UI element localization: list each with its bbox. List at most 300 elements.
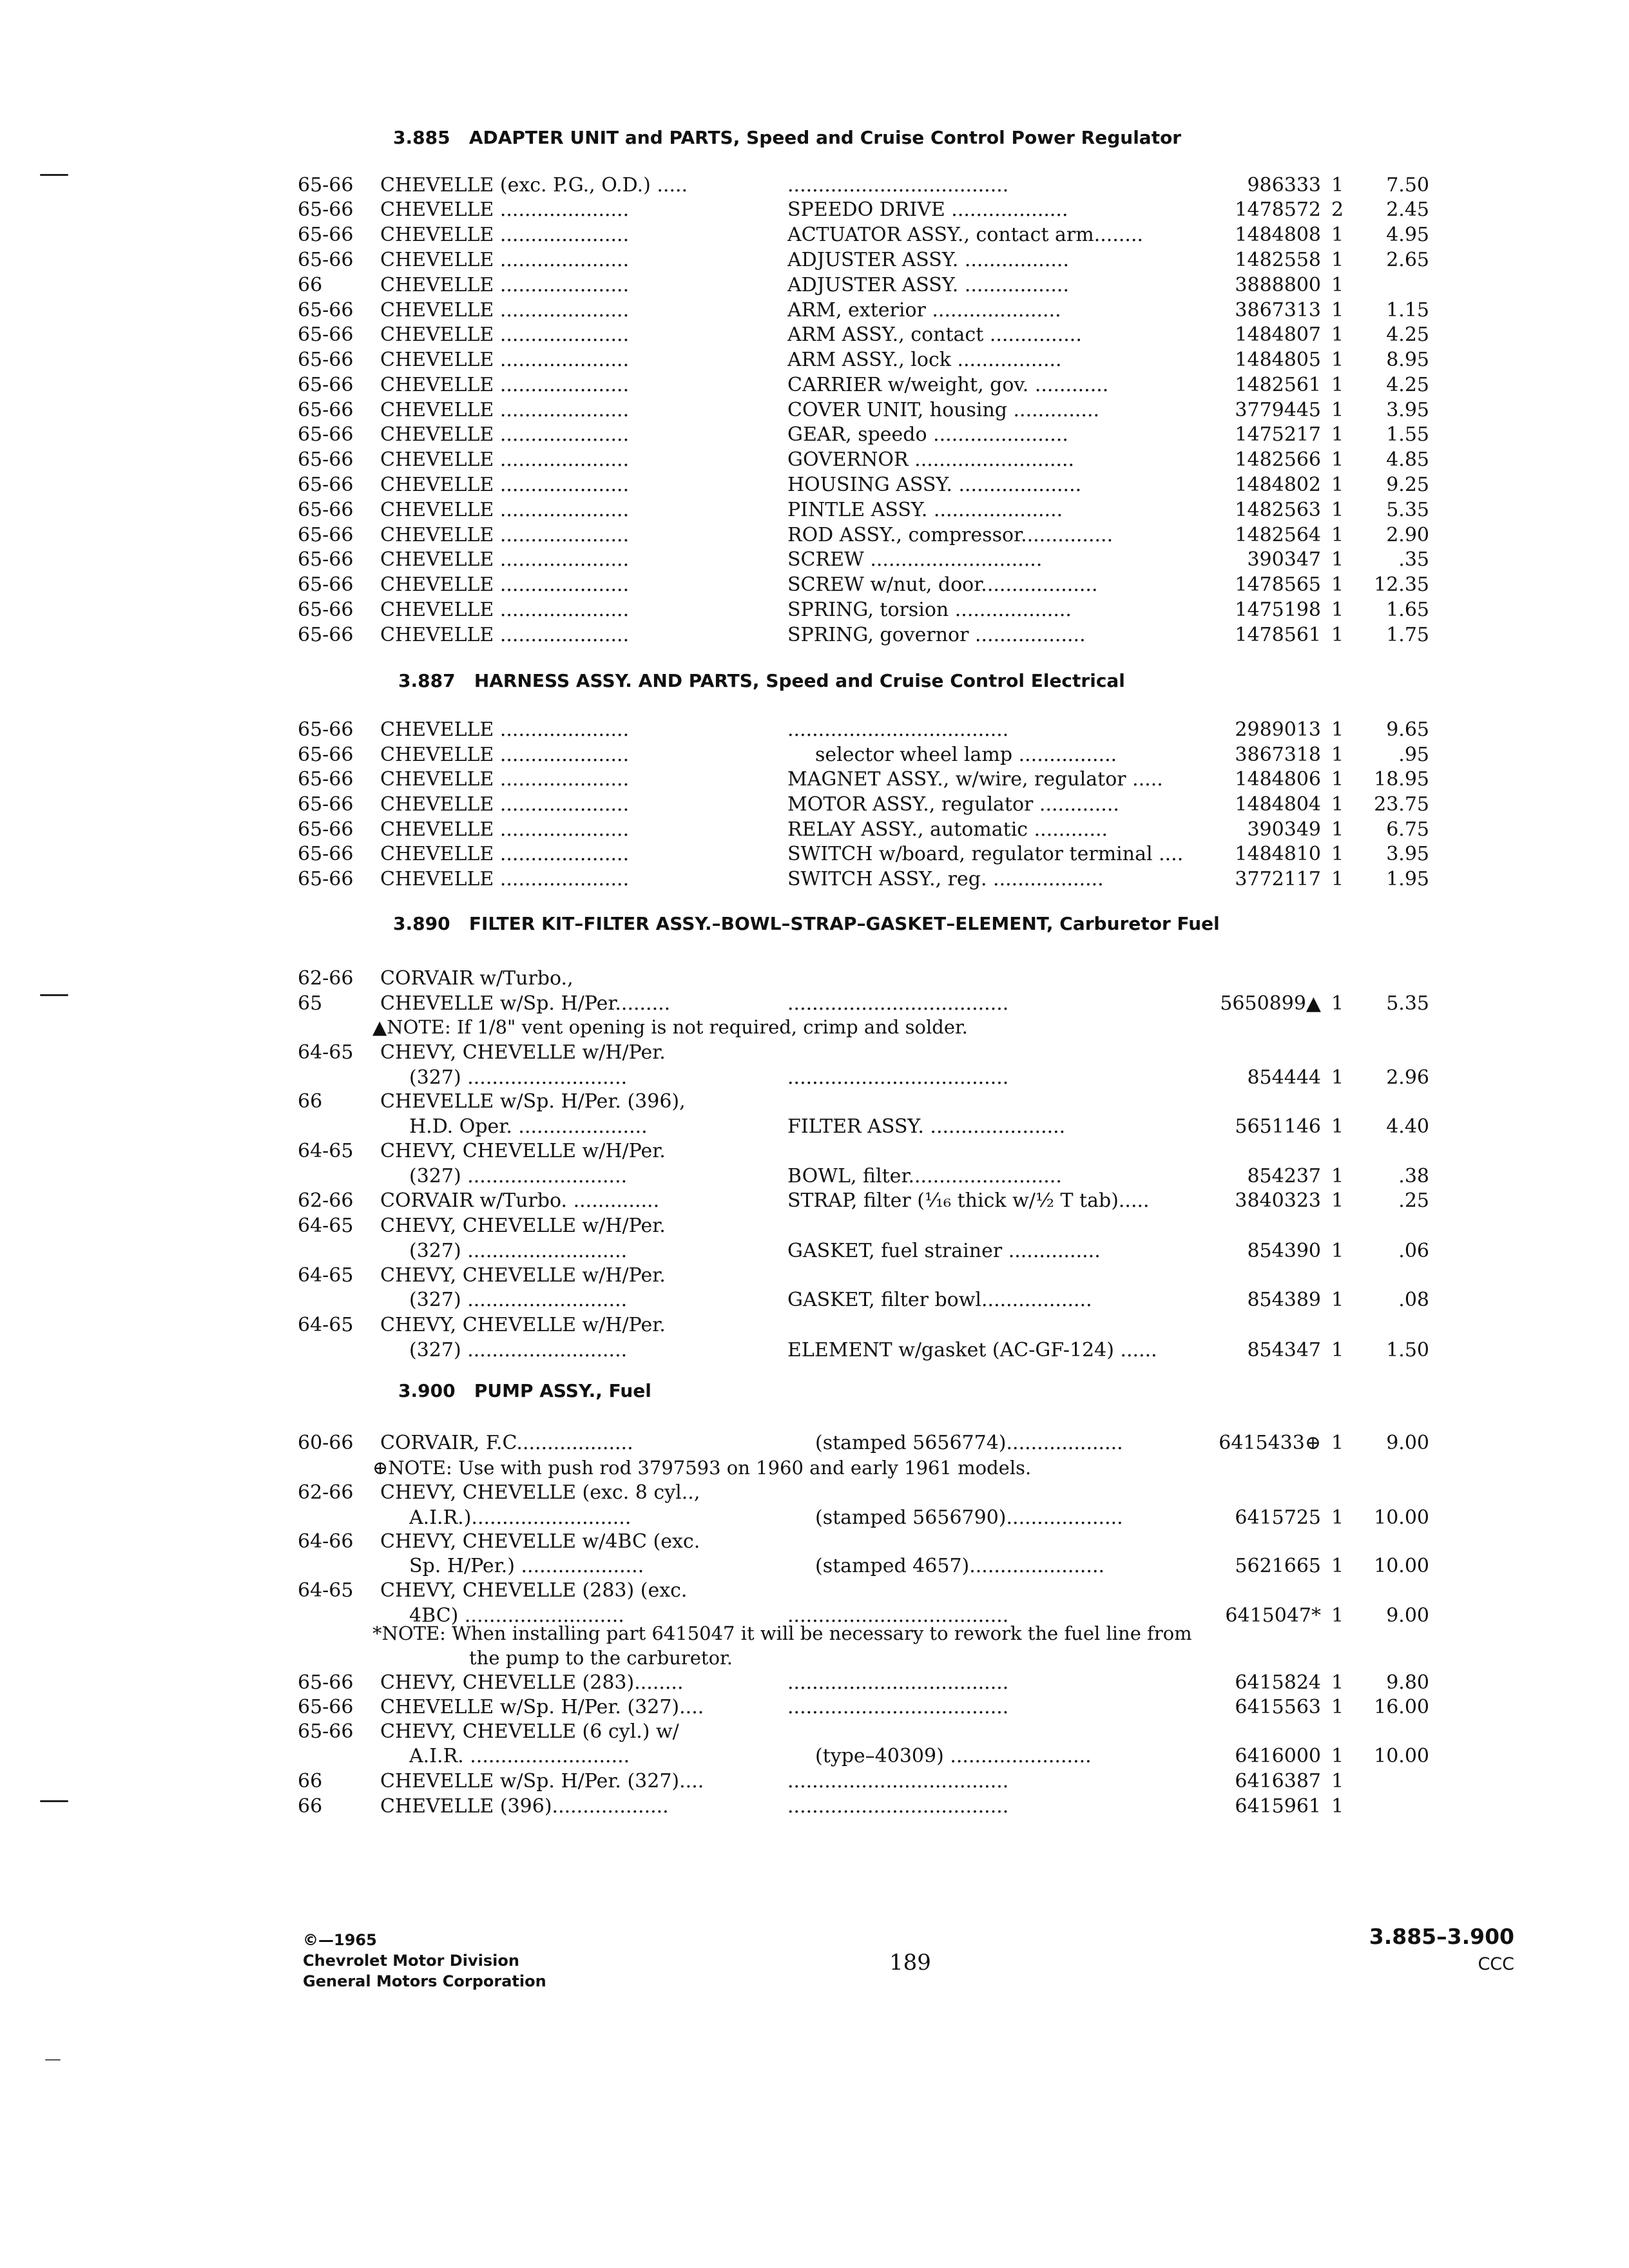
part-number-cell: 3867318 — [1235, 744, 1321, 766]
year-cell: 65-66 — [298, 1696, 354, 1718]
price-cell: 3.95 — [1386, 399, 1429, 421]
year-cell: 65-66 — [298, 299, 354, 322]
quantity-cell: 1 — [1331, 474, 1344, 496]
model-cell: CORVAIR w/Turbo. .............. — [380, 1189, 660, 1212]
table-row — [0, 249, 1629, 273]
model-cell: CHEVELLE ..................... — [380, 548, 630, 571]
quantity-cell: 1 — [1331, 1671, 1344, 1694]
table-row — [0, 299, 1629, 323]
price-cell: 16.00 — [1374, 1696, 1429, 1718]
price-cell: 9.00 — [1386, 1604, 1429, 1627]
model-cell: 4BC) .......................... — [409, 1604, 624, 1627]
note-push-rod: ⊕NOTE: Use with push rod 3797593 on 1960 and early 1961 models. — [372, 1457, 1032, 1479]
year-cell: 60-66 — [298, 1432, 354, 1454]
price-cell: 4.25 — [1386, 323, 1429, 346]
description-cell: ARM ASSY., contact ............... — [787, 323, 1082, 346]
quantity-cell: 2 — [1331, 198, 1344, 221]
price-cell: 23.75 — [1374, 793, 1429, 816]
year-cell: 65-66 — [298, 499, 354, 521]
description-cell: FILTER ASSY. ...................... — [787, 1115, 1066, 1138]
price-cell: .35 — [1398, 548, 1429, 571]
year-cell: 65-66 — [298, 249, 354, 271]
description-cell: SWITCH w/board, regulator terminal .... — [787, 843, 1184, 865]
description-cell: SCREW ............................ — [787, 548, 1043, 571]
section-subtitle: Speed and Cruise Control Electrical — [766, 670, 1125, 691]
price-cell: 9.80 — [1386, 1671, 1429, 1694]
quantity-cell: 1 — [1331, 624, 1344, 646]
part-number-cell: 6415824 — [1235, 1671, 1321, 1694]
model-cell: CHEVELLE ..................... — [380, 198, 630, 221]
table-row — [0, 499, 1629, 523]
year-cell: 65-66 — [298, 224, 354, 246]
table-row — [0, 1189, 1629, 1214]
footer-section-ref — [1321, 1924, 1514, 1974]
description-cell: PINTLE ASSY. ..................... — [787, 499, 1063, 521]
description-cell: BOWL, filter......................... — [787, 1165, 1062, 1187]
section-number: 3.900 — [398, 1380, 456, 1401]
part-number-cell: 5651146 — [1235, 1115, 1321, 1138]
quantity-cell: 1 — [1331, 1795, 1344, 1818]
price-cell: .08 — [1398, 1289, 1429, 1311]
model-cell: CHEVELLE ..................... — [380, 224, 630, 246]
margin-mark-bottom — [45, 2059, 61, 2061]
price-cell: 1.55 — [1386, 423, 1429, 446]
quantity-cell: 1 — [1331, 399, 1344, 421]
year-cell: 65-66 — [298, 868, 354, 890]
part-number-cell: 854444 — [1247, 1066, 1321, 1089]
quantity-cell: 1 — [1331, 1289, 1344, 1311]
part-number-cell: 1484804 — [1235, 793, 1321, 816]
table-row — [0, 793, 1629, 818]
description-cell: ACTUATOR ASSY., contact arm........ — [787, 224, 1144, 246]
section-range: 3.885–3.900 — [1369, 1924, 1514, 1949]
model-cell: A.I.R.).......................... — [409, 1506, 631, 1529]
section-title — [393, 913, 1617, 934]
model-cell: CHEVELLE ..................... — [380, 474, 630, 496]
description-cell: GOVERNOR .......................... — [787, 448, 1075, 471]
year-cell: 65-66 — [298, 374, 354, 396]
year-cell: 65-66 — [298, 349, 354, 371]
year-cell: 62-66 — [298, 967, 354, 990]
quantity-cell: 1 — [1331, 1432, 1344, 1454]
section-name: ADAPTER UNIT and PARTS, — [468, 127, 740, 148]
price-cell: .38 — [1398, 1165, 1429, 1187]
quantity-cell: 1 — [1331, 299, 1344, 322]
year-cell: 65-66 — [298, 548, 354, 571]
description-cell: .................................... — [787, 1696, 1009, 1718]
part-number-cell: 3772117 — [1235, 868, 1321, 890]
model-cell: CHEVELLE ..................... — [380, 599, 630, 621]
year-cell: 66 — [298, 274, 323, 296]
quantity-cell: 1 — [1331, 499, 1344, 521]
quantity-cell: 1 — [1331, 524, 1344, 546]
table-row — [0, 1481, 1629, 1506]
table-row — [0, 1530, 1629, 1555]
quantity-cell: 1 — [1331, 992, 1344, 1015]
price-cell: 3.95 — [1386, 843, 1429, 865]
description-cell: SCREW w/nut, door................... — [787, 573, 1098, 596]
part-number-cell: 854237 — [1247, 1165, 1321, 1187]
table-row — [0, 448, 1629, 473]
description-cell: SPRING, governor .................. — [787, 624, 1086, 646]
part-number-cell: 1484808 — [1235, 224, 1321, 246]
description-cell: .................................... — [787, 1604, 1009, 1627]
table-row — [0, 1795, 1629, 1820]
part-number-cell: 6415961 — [1235, 1795, 1321, 1818]
description-cell: ROD ASSY., compressor............... — [787, 524, 1113, 546]
description-cell: .................................... — [787, 1795, 1009, 1818]
year-cell: 65-66 — [298, 174, 354, 197]
table-row — [0, 992, 1629, 1017]
price-cell: 4.40 — [1386, 1115, 1429, 1138]
table-row — [0, 1041, 1629, 1066]
year-cell: 65-66 — [298, 818, 354, 841]
section-number: 3.885 — [393, 127, 450, 148]
year-cell: 62-66 — [298, 1189, 354, 1212]
price-cell: 12.35 — [1374, 573, 1429, 596]
year-cell: 65-66 — [298, 768, 354, 791]
part-number-cell: 1478565 — [1235, 573, 1321, 596]
part-number-cell: 2989013 — [1235, 718, 1321, 741]
price-cell: 4.25 — [1386, 374, 1429, 396]
table-row — [0, 1140, 1629, 1164]
year-cell: 64-65 — [298, 1579, 354, 1602]
model-cell: CHEVY, CHEVELLE w/H/Per. — [380, 1041, 666, 1064]
description-cell: .................................... — [787, 718, 1009, 741]
footer-publisher — [303, 1930, 546, 1992]
year-cell: 66 — [298, 1795, 323, 1818]
model-cell: CHEVELLE ..................... — [380, 499, 630, 521]
price-cell: 1.95 — [1386, 868, 1429, 890]
part-number-cell: 6415047* — [1225, 1604, 1321, 1627]
model-cell: CHEVELLE w/Sp. H/Per. (327).... — [380, 1770, 704, 1792]
quantity-cell: 1 — [1331, 423, 1344, 446]
price-cell: 4.95 — [1386, 224, 1429, 246]
table-row — [0, 768, 1629, 793]
model-cell: CHEVY, CHEVELLE (exc. 8 cyl.., — [380, 1481, 700, 1504]
price-cell: 9.00 — [1386, 1432, 1429, 1454]
part-number-cell: 390347 — [1247, 548, 1321, 571]
quantity-cell: 1 — [1331, 744, 1344, 766]
quantity-cell: 1 — [1331, 274, 1344, 296]
section-subtitle: Speed and Cruise Control Power Regulator — [746, 127, 1182, 148]
quantity-cell: 1 — [1331, 1506, 1344, 1529]
model-cell: CHEVELLE ..................... — [380, 843, 630, 865]
model-cell: Sp. H/Per.) .................... — [409, 1555, 644, 1577]
table-row — [0, 1314, 1629, 1338]
table-row — [0, 1579, 1629, 1604]
section-number: 3.890 — [393, 913, 450, 934]
description-cell: .................................... — [787, 174, 1009, 197]
copyright: ©—1965 — [303, 1931, 377, 1949]
note-vent-opening: ▲NOTE: If 1/8" vent opening is not required, crimp and solder. — [372, 1016, 968, 1038]
quantity-cell: 1 — [1331, 768, 1344, 791]
quantity-cell: 1 — [1331, 1115, 1344, 1138]
table-row — [0, 624, 1629, 648]
year-cell: 65-66 — [298, 599, 354, 621]
price-cell: 9.65 — [1386, 718, 1429, 741]
quantity-cell: 1 — [1331, 818, 1344, 841]
description-cell: COVER UNIT, housing .............. — [787, 399, 1100, 421]
description-cell: STRAP, filter (¹⁄₁₆ thick w/½ T tab)..... — [787, 1189, 1150, 1212]
year-cell: 65-66 — [298, 423, 354, 446]
part-number-cell: 854390 — [1247, 1240, 1321, 1262]
table-row — [0, 1720, 1629, 1745]
part-number-cell: 6415563 — [1235, 1696, 1321, 1718]
table-row — [0, 744, 1629, 768]
table-row — [0, 843, 1629, 867]
quantity-cell: 1 — [1331, 1770, 1344, 1792]
note-fuel-line-cont: the pump to the carburetor. — [469, 1647, 733, 1669]
year-cell: 62-66 — [298, 1481, 354, 1504]
model-cell: (327) .......................... — [409, 1289, 628, 1311]
model-cell: CHEVY, CHEVELLE w/4BC (exc. — [380, 1530, 700, 1553]
table-row — [0, 399, 1629, 423]
price-cell: 5.35 — [1386, 499, 1429, 521]
quantity-cell: 1 — [1331, 793, 1344, 816]
model-cell: CHEVELLE ..................... — [380, 624, 630, 646]
quantity-cell: 1 — [1331, 1604, 1344, 1627]
model-cell: CHEVELLE ..................... — [380, 374, 630, 396]
part-number-cell: 6415433⊕ — [1219, 1432, 1321, 1454]
description-cell: RELAY ASSY., automatic ............ — [787, 818, 1108, 841]
model-cell: CHEVY, CHEVELLE w/H/Per. — [380, 1140, 666, 1162]
description-cell: ELEMENT w/gasket (AC-GF-124) ...... — [787, 1339, 1157, 1361]
quantity-cell: 1 — [1331, 1555, 1344, 1577]
year-cell: 66 — [298, 1770, 323, 1792]
quantity-cell: 1 — [1331, 349, 1344, 371]
year-cell: 65-66 — [298, 573, 354, 596]
price-cell: .25 — [1398, 1189, 1429, 1212]
quantity-cell: 1 — [1331, 323, 1344, 346]
price-cell: 8.95 — [1386, 349, 1429, 371]
model-cell: CORVAIR w/Turbo., — [380, 967, 574, 990]
year-cell: 64-65 — [298, 1041, 354, 1064]
model-cell: CHEVELLE (396)................... — [380, 1795, 669, 1818]
part-number-cell: 1478572 — [1235, 198, 1321, 221]
model-cell: CHEVELLE w/Sp. H/Per......... — [380, 992, 671, 1015]
quantity-cell: 1 — [1331, 1339, 1344, 1361]
table-row — [0, 1506, 1629, 1531]
description-cell: selector wheel lamp ................ — [815, 744, 1117, 766]
quantity-cell: 1 — [1331, 599, 1344, 621]
description-cell: MAGNET ASSY., w/wire, regulator ..... — [787, 768, 1163, 791]
year-cell: 65-66 — [298, 474, 354, 496]
price-cell: 10.00 — [1374, 1506, 1429, 1529]
model-cell: CHEVELLE ..................... — [380, 768, 630, 791]
year-cell: 65-66 — [298, 524, 354, 546]
description-cell: SPEEDO DRIVE ................... — [787, 198, 1068, 221]
price-cell: .95 — [1398, 744, 1429, 766]
quantity-cell: 1 — [1331, 718, 1344, 741]
table-row — [0, 274, 1629, 298]
section-name: FILTER KIT–FILTER ASSY.–BOWL–STRAP–GASKET–ELEMENT, — [468, 913, 1054, 934]
quantity-cell: 1 — [1331, 174, 1344, 197]
description-cell: GEAR, speedo ...................... — [787, 423, 1068, 446]
model-cell: CHEVELLE ..................... — [380, 524, 630, 546]
model-cell: A.I.R. .......................... — [409, 1745, 630, 1767]
section-title — [398, 670, 1623, 691]
table-row — [0, 198, 1629, 223]
part-number-cell: 986333 — [1247, 174, 1321, 197]
quantity-cell: 1 — [1331, 1165, 1344, 1187]
description-cell: CARRIER w/weight, gov. ............ — [787, 374, 1109, 396]
model-cell: CHEVELLE w/Sp. H/Per. (327).... — [380, 1696, 704, 1718]
description-cell: ARM, exterior ..................... — [787, 299, 1061, 322]
year-cell: 65-66 — [298, 1671, 354, 1694]
part-number-cell: 3840323 — [1235, 1189, 1321, 1212]
model-cell: CHEVY, CHEVELLE (283) (exc. — [380, 1579, 688, 1602]
division: Chevrolet Motor Division — [303, 1952, 519, 1970]
price-cell: 9.25 — [1386, 474, 1429, 496]
part-number-cell: 1484805 — [1235, 349, 1321, 371]
price-cell: 2.96 — [1386, 1066, 1429, 1089]
description-cell: GASKET, fuel strainer ............... — [787, 1240, 1101, 1262]
section-title — [398, 1380, 1623, 1401]
year-cell: 66 — [298, 1090, 323, 1113]
quantity-cell: 1 — [1331, 249, 1344, 271]
price-cell: 1.75 — [1386, 624, 1429, 646]
table-row — [0, 967, 1629, 992]
model-cell: CHEVY, CHEVELLE (283)........ — [380, 1671, 684, 1694]
part-number-cell: 1482558 — [1235, 249, 1321, 271]
year-cell: 65-66 — [298, 793, 354, 816]
part-number-cell: 1482564 — [1235, 524, 1321, 546]
model-cell: CHEVELLE ..................... — [380, 249, 630, 271]
year-cell: 64-65 — [298, 1314, 354, 1336]
model-cell: CHEVELLE ..................... — [380, 423, 630, 446]
quantity-cell: 1 — [1331, 1189, 1344, 1212]
table-row — [0, 174, 1629, 198]
table-row — [0, 1696, 1629, 1720]
model-cell: (327) .......................... — [409, 1066, 628, 1089]
model-cell: (327) .......................... — [409, 1165, 628, 1187]
model-cell: CHEVELLE ..................... — [380, 349, 630, 371]
model-cell: CHEVELLE ..................... — [380, 793, 630, 816]
year-cell: 65-66 — [298, 198, 354, 221]
model-cell: CHEVELLE ..................... — [380, 299, 630, 322]
quantity-cell: 1 — [1331, 868, 1344, 890]
model-cell: CHEVY, CHEVELLE (6 cyl.) w/ — [380, 1720, 679, 1743]
part-number-cell: 6416387 — [1235, 1770, 1321, 1792]
table-row — [0, 1555, 1629, 1579]
model-cell: CHEVELLE ..................... — [380, 744, 630, 766]
section-subtitle: Fuel — [608, 1380, 651, 1401]
corporation: General Motors Corporation — [303, 1972, 546, 1990]
year-cell: 65-66 — [298, 1720, 354, 1743]
description-cell: (stamped 4657)...................... — [815, 1555, 1105, 1577]
quantity-cell: 1 — [1331, 448, 1344, 471]
year-cell: 65-66 — [298, 323, 354, 346]
table-row — [0, 1165, 1629, 1189]
model-cell: CHEVELLE ..................... — [380, 399, 630, 421]
table-row — [0, 818, 1629, 843]
table-row — [0, 1339, 1629, 1363]
part-number-cell: 1475217 — [1235, 423, 1321, 446]
quantity-cell: 1 — [1331, 374, 1344, 396]
description-cell: .................................... — [787, 992, 1009, 1015]
price-cell: 10.00 — [1374, 1555, 1429, 1577]
table-row — [0, 1215, 1629, 1239]
price-cell: 5.35 — [1386, 992, 1429, 1015]
section-number: 3.887 — [398, 670, 456, 691]
section-name: PUMP ASSY., — [474, 1380, 602, 1401]
part-number-cell: 854389 — [1247, 1289, 1321, 1311]
part-number-cell: 3888800 — [1235, 274, 1321, 296]
table-row — [0, 423, 1629, 448]
part-number-cell: 390349 — [1247, 818, 1321, 841]
part-number-cell: 3867313 — [1235, 299, 1321, 322]
price-cell: 10.00 — [1374, 1745, 1429, 1767]
description-cell: HOUSING ASSY. .................... — [787, 474, 1082, 496]
description-cell: .................................... — [787, 1066, 1009, 1089]
catalog-code: CCC — [1478, 1954, 1514, 1974]
table-row — [0, 548, 1629, 573]
description-cell: ADJUSTER ASSY. ................. — [787, 274, 1069, 296]
quantity-cell: 1 — [1331, 843, 1344, 865]
year-cell: 65-66 — [298, 624, 354, 646]
quantity-cell: 1 — [1331, 573, 1344, 596]
part-number-cell: 6416000 — [1235, 1745, 1321, 1767]
model-cell: CHEVELLE w/Sp. H/Per. (396), — [380, 1090, 686, 1113]
model-cell: CHEVY, CHEVELLE w/H/Per. — [380, 1314, 666, 1336]
table-row — [0, 1240, 1629, 1264]
table-row — [0, 524, 1629, 548]
description-cell: SPRING, torsion ................... — [787, 599, 1072, 621]
model-cell: CHEVELLE ..................... — [380, 448, 630, 471]
quantity-cell: 1 — [1331, 1240, 1344, 1262]
part-number-cell: 854347 — [1247, 1339, 1321, 1361]
model-cell: CHEVELLE ..................... — [380, 573, 630, 596]
table-row — [0, 1264, 1629, 1289]
model-cell: CHEVELLE ..................... — [380, 818, 630, 841]
part-number-cell: 1482561 — [1235, 374, 1321, 396]
model-cell: (327) .......................... — [409, 1339, 628, 1361]
year-cell: 65-66 — [298, 448, 354, 471]
page-number: 189 — [889, 1950, 931, 1975]
table-row — [0, 1115, 1629, 1140]
section-subtitle: Carburetor Fuel — [1059, 913, 1220, 934]
table-row — [0, 474, 1629, 498]
description-cell: .................................... — [787, 1671, 1009, 1694]
price-cell: 1.15 — [1386, 299, 1429, 322]
table-row — [0, 868, 1629, 892]
model-cell: CHEVELLE ..................... — [380, 323, 630, 346]
table-row — [0, 374, 1629, 398]
year-cell: 65-66 — [298, 399, 354, 421]
description-cell: (type–40309) ....................... — [815, 1745, 1092, 1767]
price-cell: 2.90 — [1386, 524, 1429, 546]
part-number-cell: 1478561 — [1235, 624, 1321, 646]
year-cell: 64-65 — [298, 1140, 354, 1162]
table-row — [0, 1432, 1629, 1456]
model-cell: CHEVELLE ..................... — [380, 274, 630, 296]
description-cell: GASKET, filter bowl.................. — [787, 1289, 1092, 1311]
year-cell: 65-66 — [298, 744, 354, 766]
section-title — [393, 127, 1617, 148]
year-cell: 64-65 — [298, 1215, 354, 1237]
description-cell: ADJUSTER ASSY. ................. — [787, 249, 1069, 271]
quantity-cell: 1 — [1331, 224, 1344, 246]
part-number-cell: 1484807 — [1235, 323, 1321, 346]
part-number-cell: 1484810 — [1235, 843, 1321, 865]
description-cell: SWITCH ASSY., reg. .................. — [787, 868, 1104, 890]
description-cell: (stamped 5656790)................... — [815, 1506, 1123, 1529]
table-row — [0, 1289, 1629, 1313]
description-cell: (stamped 5656774)................... — [815, 1432, 1123, 1454]
table-row — [0, 1066, 1629, 1091]
model-cell: (327) .......................... — [409, 1240, 628, 1262]
